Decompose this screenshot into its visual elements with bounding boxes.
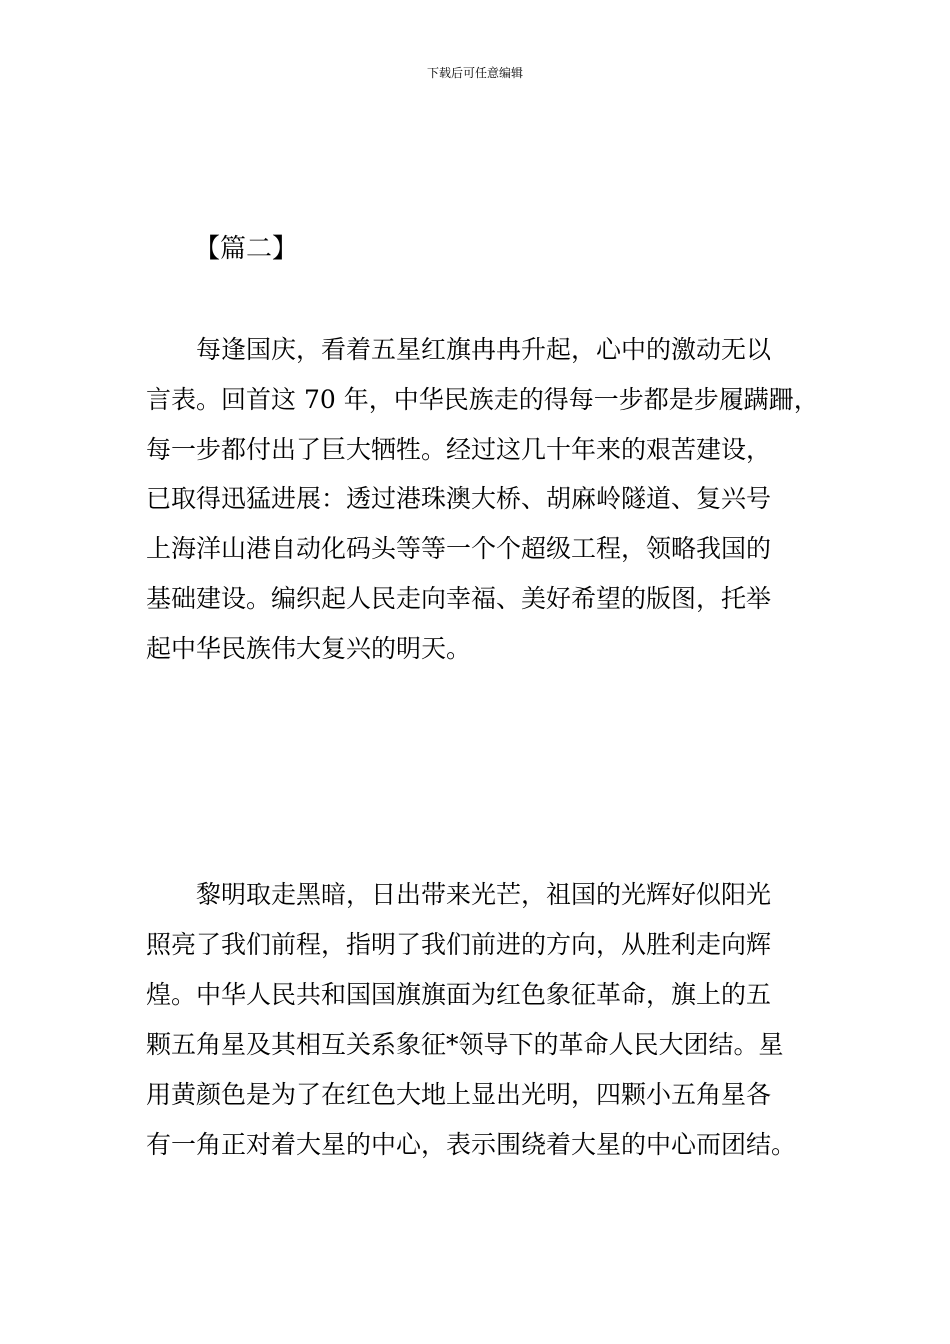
section-title: 【篇二】 <box>194 234 299 264</box>
paragraph-line: 起中华民族伟大复兴的明天。 <box>146 634 472 663</box>
paragraph-line: 颗五角星及其相互关系象征*领导下的革命人民大团结。星 <box>146 1030 784 1059</box>
paragraph-line: 基础建设。编织起人民走向幸福、美好希望的版图，托举 <box>146 584 772 613</box>
paragraph-line: 照亮了我们前程，指明了我们前进的方向，从胜利走向辉 <box>146 930 772 959</box>
paragraph-line: 黎明取走黑暗，日出带来光芒，祖国的光辉好似阳光 <box>196 880 772 909</box>
paragraph-line: 上海洋山港自动化码头等等一个个超级工程，领略我国的 <box>146 534 772 563</box>
paragraph-line: 言表。回首这 70 年，中华民族走的得每一步都是步履蹒跚， <box>146 385 819 414</box>
paragraph-line: 每逢国庆，看着五星红旗冉冉升起，心中的激动无以 <box>196 335 772 364</box>
paragraph-line: 每一步都付出了巨大牺牲。经过这几十年来的艰苦建设， <box>146 435 772 464</box>
paragraph-line: 煌。中华人民共和国国旗旗面为红色象征革命，旗上的五 <box>146 980 772 1009</box>
paragraph-line: 已取得迅猛进展：透过港珠澳大桥、胡麻岭隧道、复兴号 <box>146 484 772 513</box>
paragraph-line: 用黄颜色是为了在红色大地上显出光明，四颗小五角星各 <box>146 1080 772 1109</box>
header-note: 下载后可任意编辑 <box>426 66 523 80</box>
paragraph-line: 有一角正对着大星的中心，表示围绕着大星的中心而团结。 <box>146 1130 797 1159</box>
